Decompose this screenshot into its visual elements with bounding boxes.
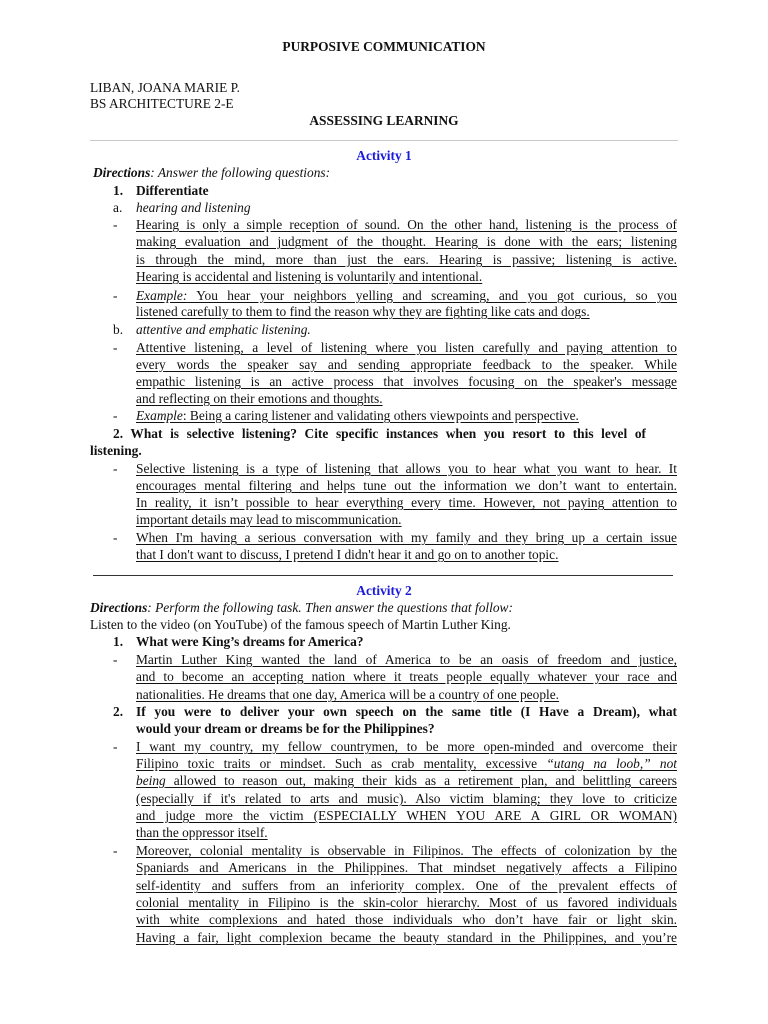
a2-q1-number: 1. xyxy=(113,634,124,649)
answer-q2-line: encourages mental filtering and helps tune out the information we don’t want to entertain. xyxy=(136,478,677,493)
activity2-directions xyxy=(90,599,513,616)
a2-answer3-line: self-identity and suffers from an inferiority complex. One of the prevalent effects of xyxy=(136,878,677,893)
answer-b-line: empathic listening is an active process that involves focusing on the speaker's message xyxy=(136,374,677,389)
a2-answer3-line: with white complexions and hated those individuals who don’t have fair or light skin. xyxy=(136,912,677,927)
a2-answer2-italic: being xyxy=(136,773,166,788)
example-a-line: listened carefully to them to find the reason why they are fighting like cats and dogs. xyxy=(136,304,590,319)
directions-label: Directions xyxy=(90,600,148,615)
answer-b-line: every words the speaker say and sending appropriate feedback to the speaker. While xyxy=(136,357,677,372)
a2-q2-title-cont: would your dream or dreams be for the Philippines? xyxy=(136,721,435,736)
a2-answer3-line: colonial mentality in Filipino is the skin-color hierarchy. Most of us favored individuals xyxy=(136,895,677,910)
q2-title-cont: listening. xyxy=(90,443,142,458)
q2-title: 2. What is selective listening? Cite specific instances when you resort to this level of xyxy=(113,426,646,441)
bullet-dash: - xyxy=(113,530,118,545)
answer-q2-line: important details may lead to miscommunication. xyxy=(136,512,402,527)
a2-answer2-line xyxy=(136,755,677,772)
a2-q2-title: If you were to deliver your own speech on the same title (I Have a Dream), what xyxy=(136,704,677,719)
directions-text: : Perform the following task. Then answer the questions that follow: xyxy=(147,600,513,615)
a2-answer2-italic: “utang na loob,” not xyxy=(546,756,677,771)
q1-number: 1. xyxy=(113,183,124,198)
bullet-dash: - xyxy=(113,288,118,303)
answer-a-line: is through the mind, more than just the ears. Hearing is passive; listening is active. xyxy=(136,252,677,267)
answer-q2-line: In reality, it isn’t possible to hear everything every time. However, not paying attention to xyxy=(136,495,677,510)
a2-answer2-line: than the oppressor itself. xyxy=(136,825,268,840)
item-a-label: a. xyxy=(113,200,123,215)
bullet-dash: - xyxy=(113,217,118,232)
example-b-line xyxy=(136,407,579,424)
a2-q2-number: 2. xyxy=(113,704,124,719)
answer-q2-line: Selective listening is a type of listening that allows you to hear what you want to hear. It xyxy=(136,461,677,476)
header-divider xyxy=(90,140,678,141)
course-title: PURPOSIVE COMMUNICATION xyxy=(282,39,486,54)
directions-label: Directions xyxy=(93,165,151,180)
activity2-intro: Listen to the video (on YouTube) of the famous speech of Martin Luther King. xyxy=(90,617,511,632)
bullet-dash: - xyxy=(113,461,118,476)
directions-text: : Answer the following questions: xyxy=(150,165,331,180)
a2-answer1-line: nationalities. He dreams that one day, America will be a country of one people. xyxy=(136,687,560,702)
activity1-title: Activity 1 xyxy=(356,148,412,163)
a2-q1-title: What were King’s dreams for America? xyxy=(136,634,364,649)
example-text: : Being a caring listener and validating others viewpoints and perspective. xyxy=(182,408,579,423)
bullet-dash: - xyxy=(113,652,118,667)
activity1-directions xyxy=(93,164,330,181)
a2-answer2-text: allowed to reason out, making their kids as a retirement plan, and belittling careers xyxy=(165,773,677,788)
answer-q2-line: that I don't want to discuss, I pretend I didn't hear it and go on to another topic. xyxy=(136,547,559,562)
a2-answer2-line: (especially if it's related to arts and music). Also victim blaming; they love to criticize xyxy=(136,791,677,806)
example-text: You hear your neighbors yelling and screaming, and you got curious, so you xyxy=(187,288,677,303)
example-label: Example xyxy=(136,408,183,423)
a2-answer2-line xyxy=(136,772,677,789)
item-a-title: hearing and listening xyxy=(136,200,251,215)
item-b-label: b. xyxy=(113,322,124,337)
answer-a-line: Hearing is accidental and listening is voluntarily and intentional. xyxy=(136,269,483,284)
a2-answer2-line: I want my country, my fellow countrymen, to be more open-minded and overcome their xyxy=(136,739,677,754)
answer-a-line: making evaluation and judgment of the thought. Hearing is done with the ears; listening xyxy=(136,234,677,249)
activity-divider xyxy=(93,575,673,576)
item-b-title: attentive and emphatic listening. xyxy=(136,322,311,337)
a2-answer1-line: Martin Luther King wanted the land of America to be an oasis of freedom and justice, xyxy=(136,652,677,667)
q1-title: Differentiate xyxy=(136,183,209,198)
bullet-dash: - xyxy=(113,739,118,754)
student-name: LIBAN, JOANA MARIE P. xyxy=(90,80,240,95)
a2-answer3-line: Spaniards and Americans in the Philippines. That mindset negatively affects a Filipino xyxy=(136,860,677,875)
student-program: BS ARCHITECTURE 2-E xyxy=(90,96,234,111)
example-label: Example: xyxy=(136,288,188,303)
a2-answer3-line: Moreover, colonial mentality is observable in Filipinos. The effects of colonization by the xyxy=(136,843,677,858)
answer-b-line: Attentive listening, a level of listening where you listen carefully and paying attention to xyxy=(136,340,677,355)
bullet-dash: - xyxy=(113,340,118,355)
activity2-title: Activity 2 xyxy=(356,583,412,598)
example-a-line xyxy=(136,287,677,304)
bullet-dash: - xyxy=(113,843,118,858)
a2-answer2-text: Filipino toxic traits or mindset. Such as crab mentality, excessive xyxy=(136,756,547,771)
bullet-dash: - xyxy=(113,408,118,423)
answer-q2-line: When I'm having a serious conversation with my family and they bring up a certain issue xyxy=(136,530,677,545)
a2-answer2-line: and judge more the victim (ESPECIALLY WHEN YOU ARE A GIRL OR WOMAN) xyxy=(136,808,677,823)
a2-answer1-line: and to become an accepting nation where it treats people equally whatever your race and xyxy=(136,669,677,684)
section-title: ASSESSING LEARNING xyxy=(309,113,459,128)
answer-a-line: Hearing is only a simple reception of sound. On the other hand, listening is the process of xyxy=(136,217,677,232)
a2-answer3-line: Having a fair, light complexion became the beauty standard in the Philippines, and you’re xyxy=(136,930,677,945)
answer-b-line: and reflecting on their emotions and thoughts. xyxy=(136,391,383,406)
